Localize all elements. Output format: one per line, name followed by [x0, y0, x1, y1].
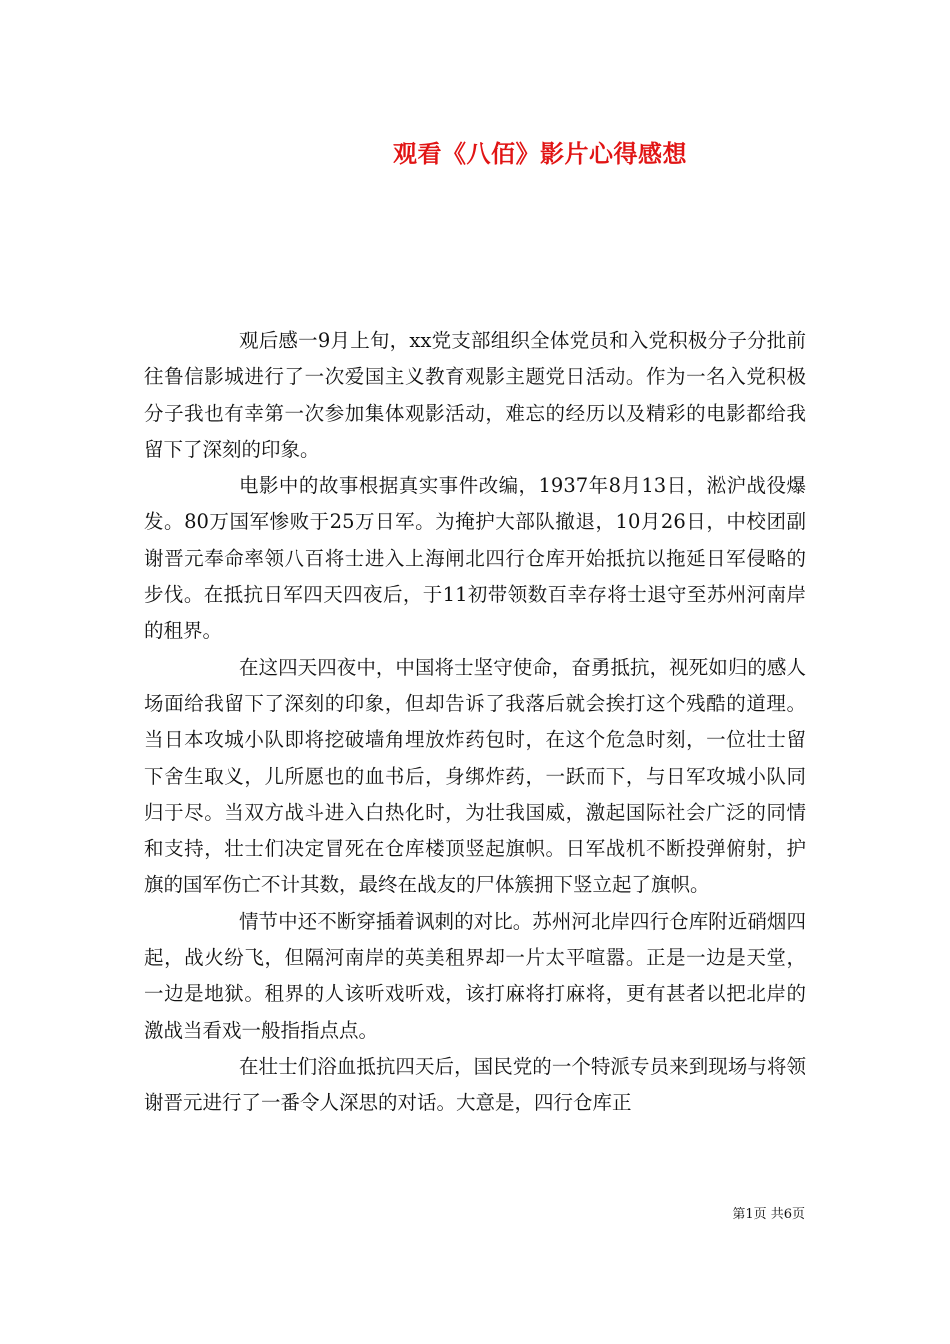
paragraph: 情节中还不断穿插着讽刺的对比。苏州河北岸四行仓库附近硝烟四起，战火纷飞，但隔河南岸的英美租界却一片太平喧嚣。正是一边是天堂，一边是地狱。租界的人该听戏听戏，该打麻将打麻将，更有甚者以把北岸的激战当看戏一般指指点点。 [144, 909, 806, 1042]
document-body [144, 323, 806, 1122]
paragraph: 电影中的故事根据真实事件改编，1937年8月13日，淞沪战役爆发。80万国军惨败于25万日军。为掩护大部队撤退，10月26日，中校团副谢晋元奉命率领八百将士进入上海闸北四行仓库开始抵抗以拖延日军侵略的步伐。在抵抗日军四天四夜后，于11初带领数百幸存将士退守至苏州河南岸的租界。 [144, 474, 806, 643]
document-title: 观看《八佰》影片心得感想 [393, 139, 687, 168]
paragraph: 在这四天四夜中，中国将士坚守使命，奋勇抵抗，视死如归的感人场面给我留下了深刻的印象，但却告诉了我落后就会挨打这个残酷的道理。当日本攻城小队即将挖破墙角埋放炸药包时，在这个危急时刻，一位壮士留下舍生取义，儿所愿也的血书后，身绑炸药，一跃而下，与日军攻城小队同归于尽。当双方战斗进入白热化时，为壮我国威，激起国际社会广泛的同情和支持，壮士们决定冒死在仓库楼顶竖起旗帜。日军战机不断投弹俯射，护旗的国军伤亡不计其数，最终在战友的尸体簇拥下竖立起了旗帜。 [144, 655, 806, 897]
paragraph: 在壮士们浴血抵抗四天后，国民党的一个特派专员来到现场与将领谢晋元进行了一番令人深思的对话。大意是，四行仓库正 [144, 1054, 806, 1115]
page-number-footer: 第1页 共6页 [732, 1207, 805, 1222]
paragraph: 观后感一9月上旬，xx党支部组织全体党员和入党积极分子分批前往鲁信影城进行了一次爱国主义教育观影主题党日活动。作为一名入党积极分子我也有幸第一次参加集体观影活动，难忘的经历以及精彩的电影都给我留下了深刻的印象。 [144, 329, 806, 461]
